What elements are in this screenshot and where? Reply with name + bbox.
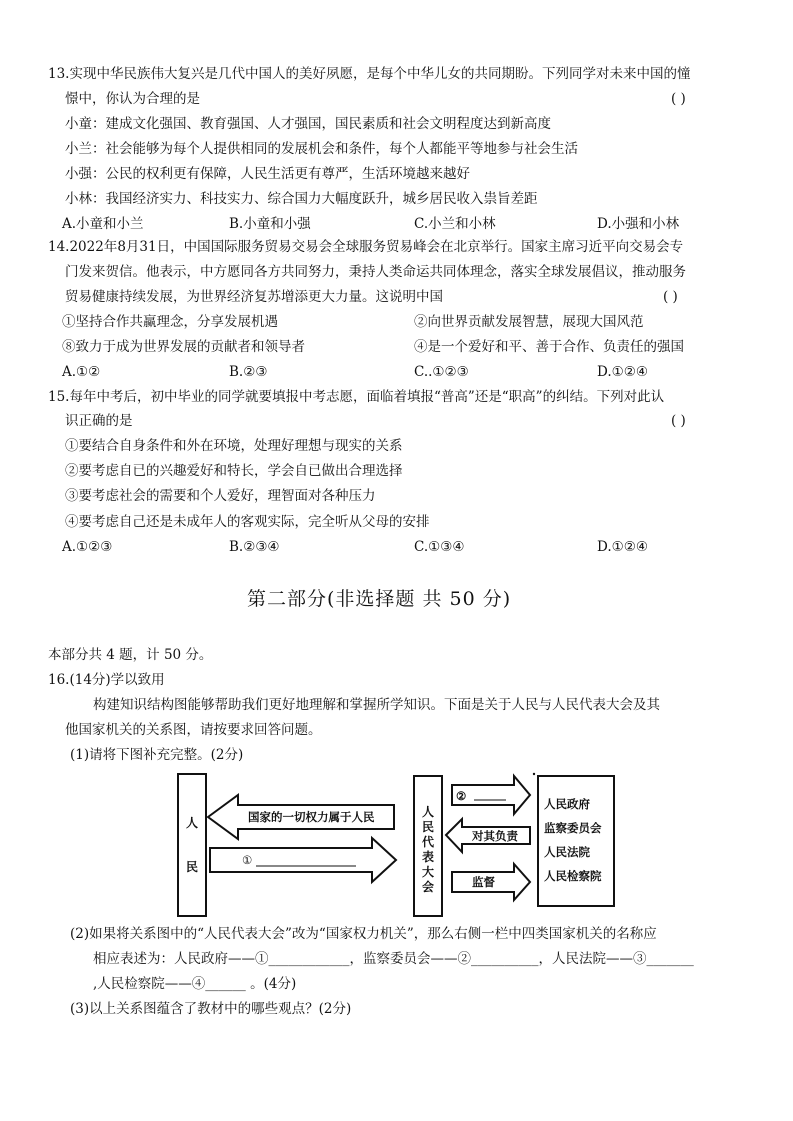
q13-option-d: D.小强和小林 — [597, 216, 680, 232]
congress-char-5: 大 — [421, 865, 434, 879]
q14-option-c: C..①②③ — [414, 364, 469, 380]
q13-option-a: A.小童和小兰 — [62, 216, 144, 232]
arrow-responsible-label: 对其负责 — [472, 829, 518, 843]
q14-item-4: ④是一个爱好和平、善于合作、负责任的强国 — [414, 339, 684, 355]
organ-court: 人民法院 — [544, 845, 590, 859]
part2-note: 本部分共 4 题，计 50 分。 — [48, 647, 213, 663]
congress-char-1: 人 — [421, 805, 434, 819]
q14-item-1: ①坚持合作共赢理念，分享发展机遇 — [62, 314, 278, 330]
relationship-diagram — [176, 772, 618, 920]
arrow-blank-2-label: ② — [456, 789, 467, 803]
arrow-supervise-label: 监督 — [472, 875, 495, 889]
q15-option-d: D.①②④ — [597, 539, 648, 555]
q14-item-3: ⑧致力于成为世界发展的贡献者和领导者 — [62, 339, 305, 355]
q13-stem-line1: 13.实现中华民族伟大复兴是几代中国人的美好夙愿，是每个中华儿女的共同期盼。下列同学对未来中国的憧 — [48, 66, 691, 82]
people-box — [178, 774, 206, 916]
q13-stem-line2: 憬中，你认为合理的是 — [65, 91, 200, 107]
q14-stem-line1: 14.2022年8月31日，中国国际服务贸易交易会全球服务贸易峰会在北京举行。国家主席习近平向交易会专 — [48, 239, 684, 255]
arrow-top-label: 国家的一切权力属于人民 — [248, 810, 375, 824]
q16-intro-line2: 他国家机关的关系图，请按要求回答问题。 — [65, 722, 322, 738]
q16-sub2-line2: 相应表述为：人民政府——①____________，监察委员会——②__________，人民法院——③_______ — [93, 951, 694, 967]
organ-procuratorate: 人民检察院 — [544, 869, 602, 883]
q15-answer-paren: ( ) — [671, 413, 686, 429]
q15-stem-line2: 识正确的是 — [65, 413, 133, 429]
q13-line-xiaoqiang: 小强：公民的权利更有保障，人民生活更有尊严，生活环境越来越好 — [65, 166, 470, 182]
q16-intro-line1: 构建知识结构图能够帮助我们更好地理解和掌握所学知识。下面是关于人民与人民代表大会及其 — [93, 697, 660, 713]
congress-char-3: 代 — [421, 835, 434, 849]
q14-option-d: D.①②④ — [597, 364, 648, 380]
q16-sub1: (1)请将下图补充完整。(2分) — [70, 747, 244, 763]
congress-char-2: 民 — [421, 820, 434, 834]
q16-sub2-line1: (2)如果将关系图中的“人民代表大会”改为“国家权力机关”，那么右侧一栏中四类国家机关的名称应 — [70, 926, 657, 942]
organ-supervisory-commission: 监察委员会 — [544, 821, 602, 835]
state-organs-box — [538, 776, 614, 906]
q16-sub2-line3: ,人民检察院——④______ 。(4分) — [93, 976, 297, 992]
q16-sub3: (3)以上关系图蕴含了教材中的哪些观点？(2分) — [70, 1001, 352, 1017]
q13-line-xiaotong: 小童：建成文化强国、教育强国、人才强国，国民素质和社会文明程度达到新高度 — [65, 116, 551, 132]
q13-line-xiaolan: 小兰：社会能够为每个人提供相同的发展机会和条件，每个人都能平等地参与社会生活 — [65, 141, 578, 157]
q15-option-c: C.①③④ — [414, 539, 465, 555]
q15-item-3: ③要考虑社会的需要和个人爱好，理智面对各种压力 — [65, 488, 376, 504]
stray-mark — [533, 773, 535, 775]
q15-item-2: ②要考虑自已的兴趣爱好和特长，学会自已做出合理选择 — [65, 463, 403, 479]
q15-item-4: ④要考虑自己还是未成年人的客观实际，完全听从父母的安排 — [65, 514, 430, 530]
q13-line-xiaolin: 小林：我国经济实力、科技实力、综合国力大幅度跃升，城乡居民收入祟旨差距 — [65, 191, 538, 207]
q14-answer-paren: ( ) — [663, 289, 678, 305]
people-label-2: 民 — [185, 860, 198, 874]
q14-option-a: A.①② — [62, 364, 101, 380]
q13-option-b: B.小童和小强 — [229, 216, 311, 232]
q13-answer-paren: ( ) — [671, 91, 686, 107]
q15-stem-line1: 15.每年中考后，初中毕业的同学就要填报中考志愿，面临着填报“普高”还是“职高”的纠结。下列对此认 — [48, 389, 665, 405]
arrow-blank-1 — [210, 838, 396, 882]
q15-item-1: ①要结合自身条件和外在环境，处理好理想与现实的关系 — [65, 438, 403, 454]
part2-title: 第二部分(非选择题 共 50 分) — [247, 588, 512, 610]
q14-item-2: ②向世界贡献发展智慧，展现大国风范 — [414, 314, 644, 330]
q14-option-b: B.②③ — [229, 364, 268, 380]
q15-option-b: B.②③④ — [229, 539, 280, 555]
q13-option-c: C.小兰和小林 — [414, 216, 496, 232]
arrow-blank-1-label: ① — [242, 853, 253, 867]
q15-option-a: A.①②③ — [62, 539, 113, 555]
organ-government: 人民政府 — [544, 797, 590, 811]
q14-stem-line3: 贸易健康持续发展，为世界经济复苏增添更大力量。这说明中国 — [65, 289, 443, 305]
congress-char-6: 会 — [421, 880, 434, 894]
people-label-1: 人 — [185, 816, 198, 830]
congress-char-4: 表 — [421, 850, 434, 864]
q14-stem-line2: 门发来贺信。他表示，中方愿同各方共同努力，秉持人类命运共同体理念，落实全球发展倡议，推动服务 — [65, 264, 686, 280]
q16-heading: 16.(14分)学以致用 — [48, 672, 165, 688]
